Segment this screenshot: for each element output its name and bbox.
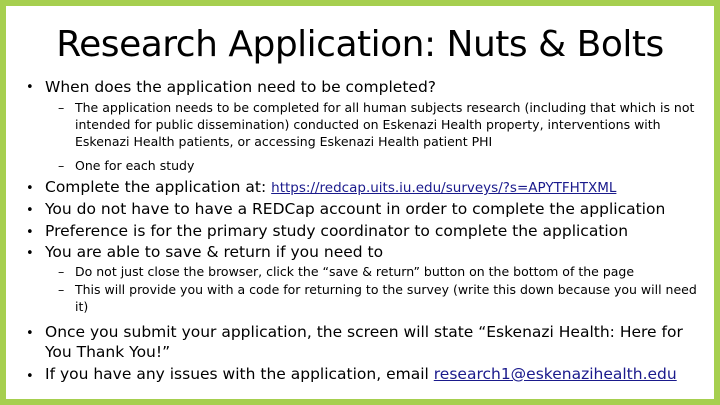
issues-prefix: If you have any issues with the application, email bbox=[45, 365, 434, 383]
when-sub-2: One for each study bbox=[75, 158, 195, 173]
bullet-icon: • bbox=[26, 80, 34, 95]
when-question: When does the application need to be completed? bbox=[45, 78, 437, 96]
save-line: You are able to save & return if you need to bbox=[45, 243, 384, 261]
bullet-icon: • bbox=[26, 326, 34, 341]
no-account-line: You do not have to have a REDCap account in order to complete the application bbox=[45, 200, 666, 218]
research-email-link[interactable]: research1@eskenazihealth.edu bbox=[433, 365, 677, 383]
dash-icon: – bbox=[58, 264, 65, 279]
bullet-icon: • bbox=[26, 181, 34, 196]
dash-icon: – bbox=[58, 282, 65, 297]
save-sub-2: This will provide you with a code for returning to the survey (write this down because you will need it) bbox=[75, 282, 697, 314]
complete-prefix: Complete the application at: bbox=[45, 178, 272, 196]
submit-line: Once you submit your application, the screen will state “Eskenazi Health: Here for You Thank You!” bbox=[45, 323, 683, 361]
redcap-survey-link[interactable]: https://redcap.uits.iu.edu/surveys/?s=APYTFHTXML bbox=[271, 180, 617, 196]
when-sub-1: The application needs to be completed for all human subjects research (including that which is not intended for public dissemination) conducted on Eskenazi Health property, interventions with Eskenazi Health patients, or accessing Eskenazi Health patient PHI bbox=[75, 100, 695, 149]
save-sub-1: Do not just close the browser, click the “save & return” button on the bottom of the page bbox=[75, 264, 635, 279]
preference-line: Preference is for the primary study coordinator to complete the application bbox=[45, 222, 629, 240]
dash-icon: – bbox=[58, 158, 65, 173]
issues-line bbox=[45, 364, 677, 384]
complete-line bbox=[45, 177, 616, 198]
bullet-icon: • bbox=[26, 203, 34, 218]
slide-title: Research Application: Nuts & Bolts bbox=[56, 24, 664, 65]
dash-icon: – bbox=[58, 100, 65, 115]
bullet-icon: • bbox=[26, 369, 34, 384]
bullet-icon: • bbox=[26, 225, 34, 240]
bullet-icon: • bbox=[26, 246, 34, 261]
